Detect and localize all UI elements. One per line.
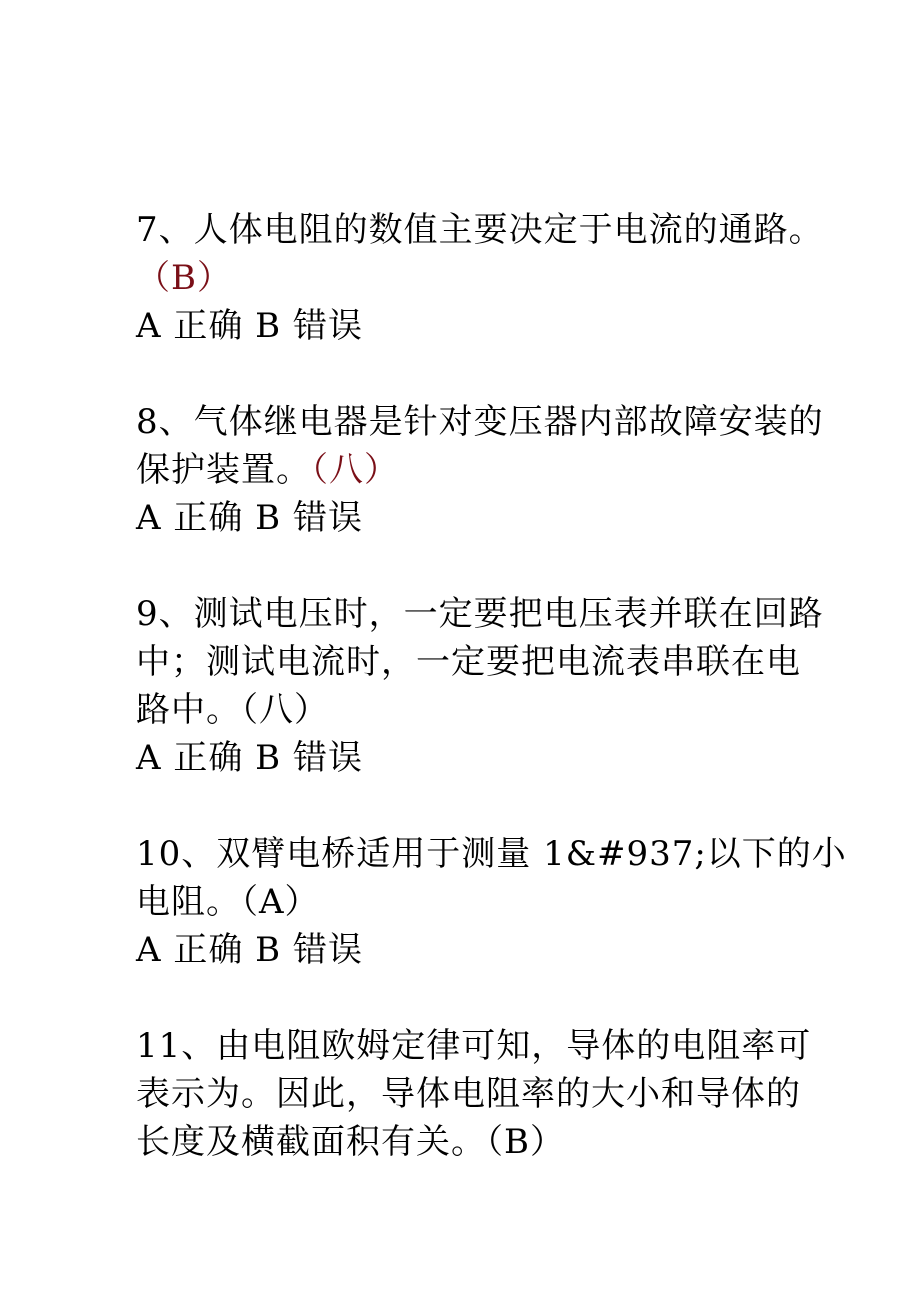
question-10-options: A 正确 B 错误 [136, 930, 363, 970]
question-8-answer: （八） [311, 450, 399, 490]
question-11-line-3: 长度及横截面积有关。（B） [136, 1122, 565, 1162]
question-9-options: A 正确 B 错误 [136, 738, 363, 778]
question-11-line-2: 表示为。因此，导体电阻率的大小和导体的 [136, 1074, 801, 1114]
question-8-line-2 [136, 446, 399, 494]
question-8-line-2-text: 保护装置。 [136, 450, 311, 490]
question-7-line-1: 7、人体电阻的数值主要决定于电流的通路。 [136, 210, 824, 250]
question-9-line-1: 9、测试电压时，一定要把电压表并联在回路 [136, 594, 824, 634]
question-10-line-2: 电阻。（A） [136, 882, 320, 922]
question-11-line-1: 11、由电阻欧姆定律可知，导体的电阻率可 [136, 1026, 812, 1066]
question-9-line-3: 路中。（八） [136, 690, 329, 730]
question-7-options: A 正确 B 错误 [136, 306, 363, 346]
question-8-options: A 正确 B 错误 [136, 498, 363, 538]
question-8-line-1: 8、气体继电器是针对变压器内部故障安装的 [136, 402, 824, 442]
question-10-line-1: 10、双臂电桥适用于测量 1&#937;以下的小 [136, 834, 847, 874]
question-7-answer: （B） [136, 258, 232, 298]
question-7-line-2 [136, 254, 232, 302]
question-9-line-2: 中；测试电流时，一定要把电流表串联在电 [136, 642, 801, 682]
